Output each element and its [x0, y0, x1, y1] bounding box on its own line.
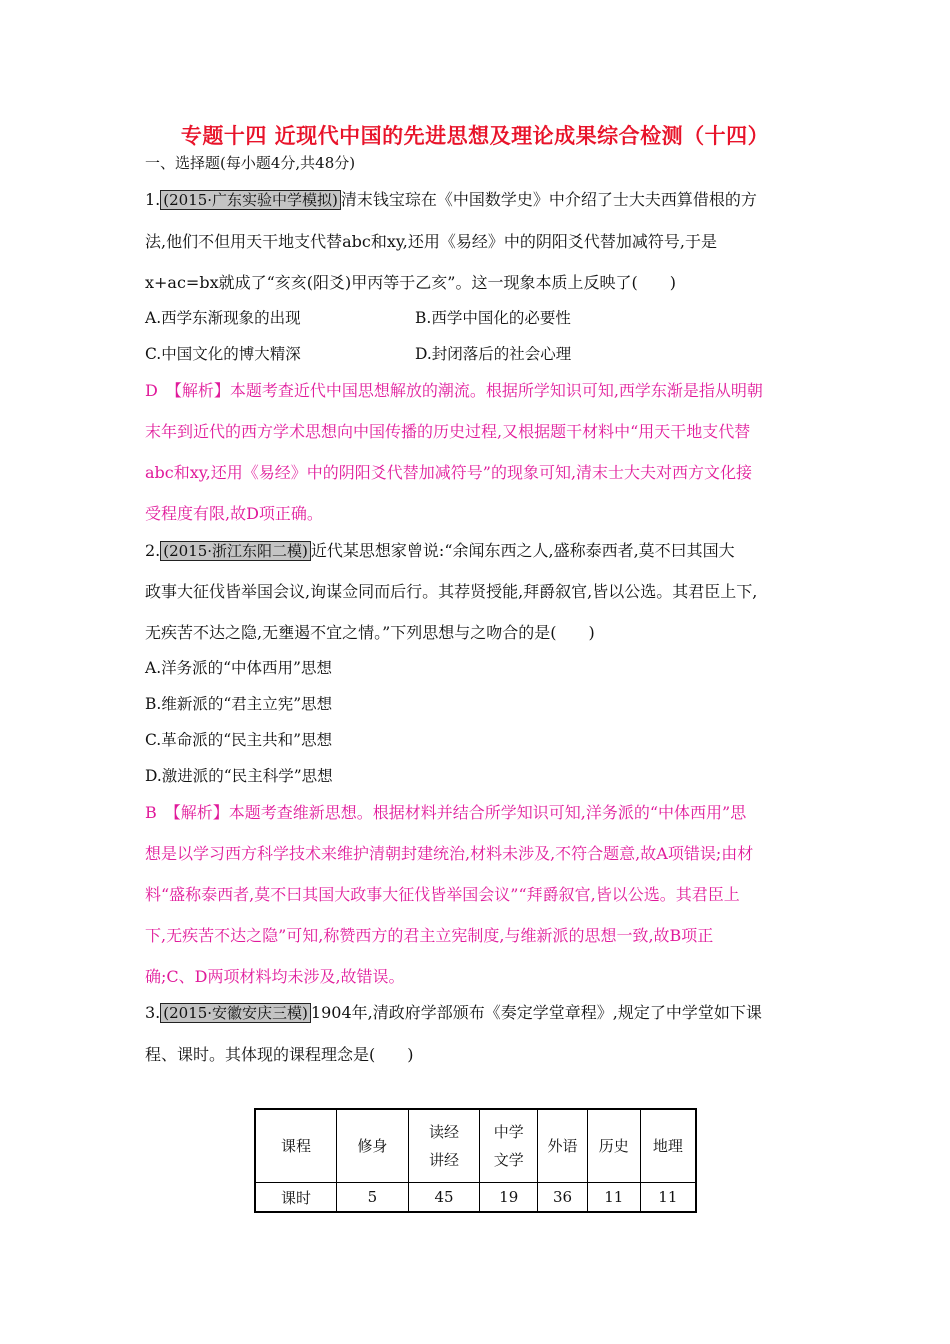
table-cell: 课时: [255, 1183, 337, 1213]
option-b: B.维新派的“君主立宪”思想: [145, 695, 333, 713]
table-cell: 11: [640, 1183, 696, 1213]
question-2-line-2: 政事大征伐皆举国会议,询谋佥同而后行。其荐贤授能,拜爵叙官,皆以公选。其君臣上下,: [145, 582, 758, 601]
answer-line: 下,无疾苦不达之隐”可知,称赞西方的君主立宪制度,与维新派的思想一致,故B项正: [145, 926, 714, 945]
question-text: 近代某思想家曾说:“余闻东西之人,盛称泰西者,莫不曰其国大: [310, 541, 735, 560]
cell-text: 文学: [493, 1151, 524, 1169]
question-number: 1.: [145, 190, 161, 209]
table-header-row: [255, 1109, 696, 1183]
option-a: A.洋务派的“中体西用”思想: [145, 659, 332, 677]
table-row: [255, 1183, 696, 1213]
question-number: 2.: [145, 541, 161, 560]
table-cell: 外语: [538, 1109, 588, 1183]
table-cell: [408, 1109, 480, 1183]
answer-line: abc和xy,还用《易经》中的阴阳爻代替加减符号”的现象可知,清末士大夫对西方文化接: [145, 463, 753, 482]
question-1-line-2: 法,他们不但用天干地支代替abc和xy,还用《易经》中的阴阳爻代替加减符号,于是: [145, 232, 717, 251]
table-cell: 历史: [587, 1109, 640, 1183]
option-d: D.封闭落后的社会心理: [415, 345, 572, 363]
option-d: D.激进派的“民主科学”思想: [145, 767, 333, 785]
option-b: B.西学中国化的必要性: [415, 309, 571, 327]
option-a: A.西学东渐现象的出现: [145, 309, 301, 327]
question-text: 1904年,清政府学部颁布《奏定学堂章程》,规定了中学堂如下课: [310, 1003, 762, 1022]
question-2-line-1: [145, 538, 735, 561]
table-cell: 地理: [640, 1109, 696, 1183]
question-2-line-3: 无疾苦不达之隐,无壅遏不宜之情。”下列思想与之吻合的是( ): [145, 623, 595, 642]
table-cell: 45: [408, 1183, 480, 1213]
cell-text: 讲经: [429, 1151, 460, 1169]
section-heading: 一、选择题(每小题4分,共48分): [145, 154, 356, 172]
cell-text: 读经: [429, 1123, 460, 1141]
answer-line: 受程度有限,故D项正确。: [145, 504, 323, 523]
question-3-line-1: [145, 1000, 762, 1023]
table-cell: 课程: [255, 1109, 337, 1183]
source-tag: (2015·广东实验中学模拟): [160, 190, 341, 210]
answer-line: D 【解析】本题考查近代中国思想解放的潮流。根据所学知识可知,西学东渐是指从明朝: [145, 381, 763, 400]
table-cell: 19: [480, 1183, 538, 1213]
question-number: 3.: [145, 1003, 161, 1022]
table-cell: [480, 1109, 538, 1183]
table-cell: 36: [538, 1183, 588, 1213]
option-c: C.中国文化的博大精深: [145, 345, 301, 363]
option-c: C.革命派的“民主共和”思想: [145, 731, 333, 749]
source-tag: (2015·浙江东阳二模): [160, 541, 311, 561]
question-1-line-1: [145, 187, 757, 210]
question-1-line-3: x+ac=bx就成了“亥亥(阳爻)甲丙等于乙亥”。这一现象本质上反映了( ): [145, 273, 676, 292]
answer-line: 料“盛称泰西者,莫不曰其国大政事大征伐皆举国会议”“拜爵叙官,皆以公选。其君臣上: [145, 885, 740, 904]
table-cell: 修身: [337, 1109, 409, 1183]
answer-line: 想是以学习西方科学技术来维护清朝封建统治,材料未涉及,不符合题意,故A项错误;由材: [145, 844, 754, 863]
course-table: [254, 1108, 697, 1213]
answer-line: 确;C、D两项材料均未涉及,故错误。: [145, 967, 405, 986]
question-text: 清末钱宝琮在《中国数学史》中介绍了士大夫西算借根的方: [340, 190, 757, 209]
question-3-line-2: 程、课时。其体现的课程理念是( ): [145, 1045, 414, 1064]
answer-line: 末年到近代的西方学术思想向中国传播的历史过程,又根据题干材料中“用天干地支代替: [145, 422, 751, 441]
answer-line: B 【解析】本题考查维新思想。根据材料并结合所学知识可知,洋务派的“中体西用”思: [145, 803, 747, 822]
table-cell: 5: [337, 1183, 409, 1213]
source-tag: (2015·安徽安庆三模): [160, 1003, 311, 1023]
table-cell: 11: [587, 1183, 640, 1213]
cell-text: 中学: [493, 1123, 524, 1141]
page-title: 专题十四 近现代中国的先进思想及理论成果综合检测（十四）: [180, 124, 770, 148]
